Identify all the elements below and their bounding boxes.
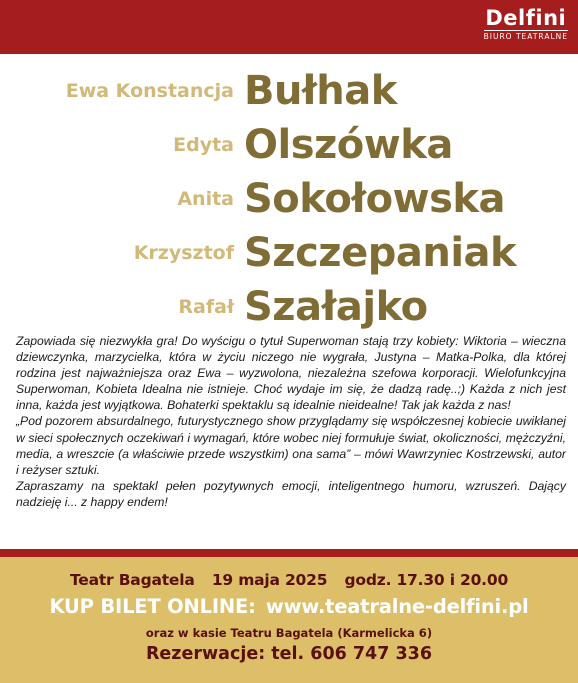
event-footer — [0, 549, 578, 683]
cast-first-name: Ewa Konstancja — [65, 80, 234, 102]
cast-member — [0, 118, 578, 172]
cast-first-name: Anita — [177, 188, 234, 210]
cast-last-name: Szałajko — [244, 284, 428, 330]
ticket-label: KUP BILET ONLINE: — [49, 595, 256, 618]
cast-member — [0, 64, 578, 118]
invitation-paragraph: Zapraszamy na spektakl pełen pozytywnych emocji, inteligentnego humoru, wzruszeń. Dający nadzieję i... z happy endem! — [16, 478, 566, 509]
logo-subtitle: BIURO TEATRALNE — [483, 32, 568, 41]
header-band — [0, 0, 578, 54]
play-description — [16, 333, 566, 510]
logo-name: Delfini — [485, 6, 567, 30]
venue: Teatr Bagatela — [69, 571, 195, 589]
ticket-online — [0, 595, 578, 618]
box-office-info: oraz w kasie Teatru Bagatela (Karmelicka 6) — [145, 626, 433, 640]
director-quote: „Pod pozorem absurdalnego, futurystycznego show przyglądamy się współczesnej kobiecie uwikłanej w sieci społecznych oczekiwań i wymagań, które wobec niej formułuje świat, okoliczności, mężczyźni, media, a wreszcie (a właściwie przede wszystkim) ona sama” – mówi Wawrzyniec Kostrzewski, autor i reżyser sztuki. — [16, 414, 566, 477]
cast-last-name: Olszówka — [244, 122, 453, 168]
cast-list — [0, 64, 578, 334]
event-date: 19 maja 2025 — [211, 571, 328, 589]
cast-last-name: Szczepaniak — [244, 230, 517, 276]
ticket-link[interactable]: www.teatralne-delfini.pl — [265, 595, 529, 618]
event-time: godz. 17.30 i 20.00 — [344, 571, 509, 589]
cast-member — [0, 172, 578, 226]
cast-first-name: Krzysztof — [133, 242, 234, 264]
event-details — [0, 571, 578, 589]
cast-member — [0, 226, 578, 280]
cast-first-name: Rafał — [178, 296, 234, 318]
description-paragraph: Zapowiada się niezwykła gra! Do wyścigu o tytuł Superwoman stają trzy kobiety: Wiktoria – wieczna dziewczynka, marzycielka, która w życiu niczego nie wygrała, Justyna – Matka-Polka, dla której rodzina jest najważniejsza oraz Ewa – wyzwolona, niezależna szefowa korporacji. Wielofunkcyjna Superwoman, Kobieta Idealna nie istnieje. Choć wydaje im się, że dadzą radę..;) Każda z nich jest inna, każda jest wyjątkowa. Bohaterki spektaklu są idealnie nieidealne! Tak jak każda z nas! — [16, 334, 566, 413]
reservation-phone[interactable]: Rezerwacje: tel. 606 747 336 — [145, 644, 433, 664]
delfini-logo[interactable] — [484, 6, 568, 42]
cast-last-name: Bułhak — [244, 68, 397, 114]
cast-first-name: Edyta — [173, 134, 234, 156]
cast-last-name: Sokołowska — [244, 176, 505, 222]
cast-member — [0, 280, 578, 334]
